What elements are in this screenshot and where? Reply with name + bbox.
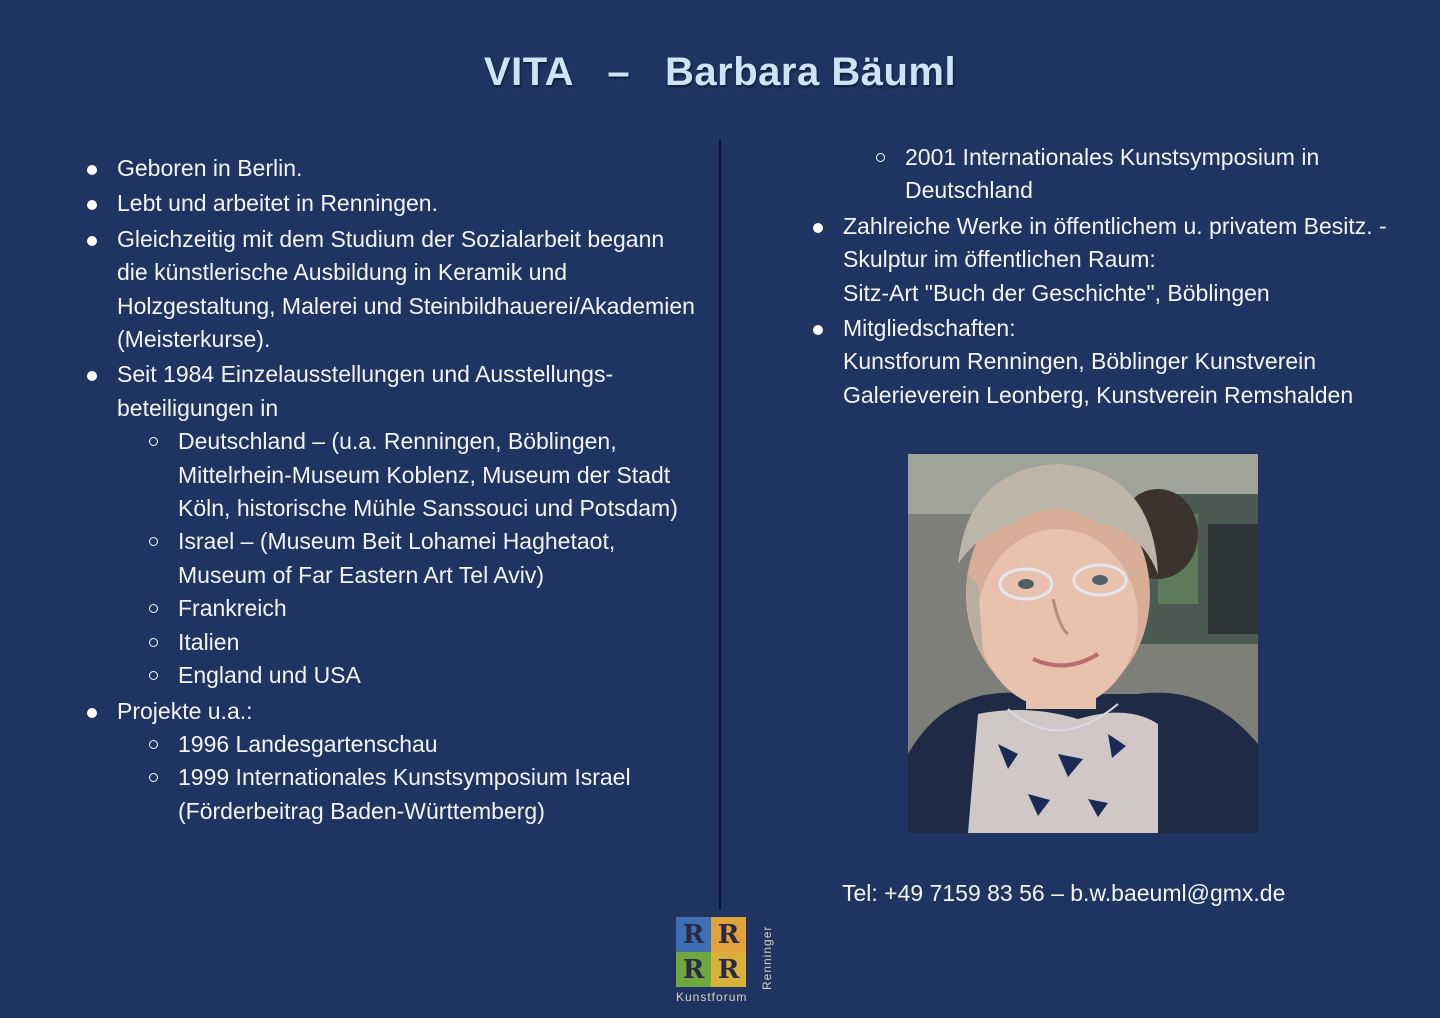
projects-sublist-continued	[810, 141, 1410, 208]
exhibition-sublist	[117, 425, 699, 692]
portrait-photo	[908, 454, 1258, 833]
list-item: Gleichzeitig mit dem Studium der Sozialarbeit begann die künstlerische Ausbildung in Keramik und Holzgestaltung, Malerei und Steinbildhauerei/Akademien (Meisterkurse).	[84, 223, 699, 357]
vita-list	[84, 152, 699, 828]
logo-cell: R	[676, 917, 711, 952]
list-item	[810, 210, 1410, 310]
logo-cell: R	[711, 952, 746, 987]
list-item: Geboren in Berlin.	[84, 152, 699, 185]
list-item	[84, 695, 699, 829]
logo-bottom-text: Kunstforum	[676, 990, 748, 1004]
sublist-item: Israel – (Museum Beit Lohamei Haghetaot, Museum of Far Eastern Art Tel Aviv)	[117, 525, 699, 592]
sublist-item: Italien	[117, 626, 699, 659]
list-item	[84, 358, 699, 692]
logo-grid	[676, 917, 746, 987]
list-item-line: Kunstforum Renningen, Böblinger Kunstverein	[843, 348, 1317, 375]
sublist-item: Deutschland – (u.a. Renningen, Böblingen, Mittelrhein-Museum Koblenz, Museum der Stadt Köln, historische Mühle Sanssouci und Potsdam)	[117, 425, 699, 525]
vita-list-continued	[810, 210, 1410, 412]
sublist-item: 2001 Internationales Kunstsymposium in Deutschland	[810, 141, 1410, 208]
sublist-item: 1996 Landesgartenschau	[117, 728, 699, 761]
portrait-illustration	[908, 454, 1258, 833]
projects-sublist	[117, 728, 699, 828]
list-item-line: Galerieverein Leonberg, Kunstverein Remshalden	[843, 381, 1354, 408]
list-item-line: Zahlreiche Werke in öffentlichem u. privatem Besitz. - Skulptur im öffentlichen Raum:	[843, 212, 1387, 273]
list-item: Lebt und arbeitet in Renningen.	[84, 187, 699, 220]
list-item	[810, 312, 1410, 412]
list-item-text: Projekte u.a.:	[117, 697, 253, 724]
sublist-item: Frankreich	[117, 592, 699, 625]
kunstforum-logo	[676, 916, 776, 1008]
left-column	[84, 152, 699, 830]
list-item-text: Seit 1984 Einzelausstellungen und Ausstellungs-beteiligungen in	[117, 361, 614, 421]
logo-cell: R	[676, 952, 711, 987]
sublist-item: England und USA	[117, 659, 699, 692]
list-item-line: Sitz-Art "Buch der Geschichte", Böblingen	[843, 279, 1270, 306]
page-title: VITA – Barbara Bäuml	[483, 50, 957, 94]
contact-info: Tel: +49 7159 83 56 – b.w.baeuml@gmx.de	[842, 880, 1286, 906]
right-column	[810, 141, 1410, 414]
column-divider	[719, 140, 721, 910]
logo-cell: R	[711, 917, 746, 952]
sublist-item: 1999 Internationales Kunstsymposium Israel (Förderbeitrag Baden-Württemberg)	[117, 761, 699, 828]
list-item-line: Mitgliedschaften:	[843, 315, 1016, 342]
logo-vertical-text: Renninger	[760, 925, 774, 990]
